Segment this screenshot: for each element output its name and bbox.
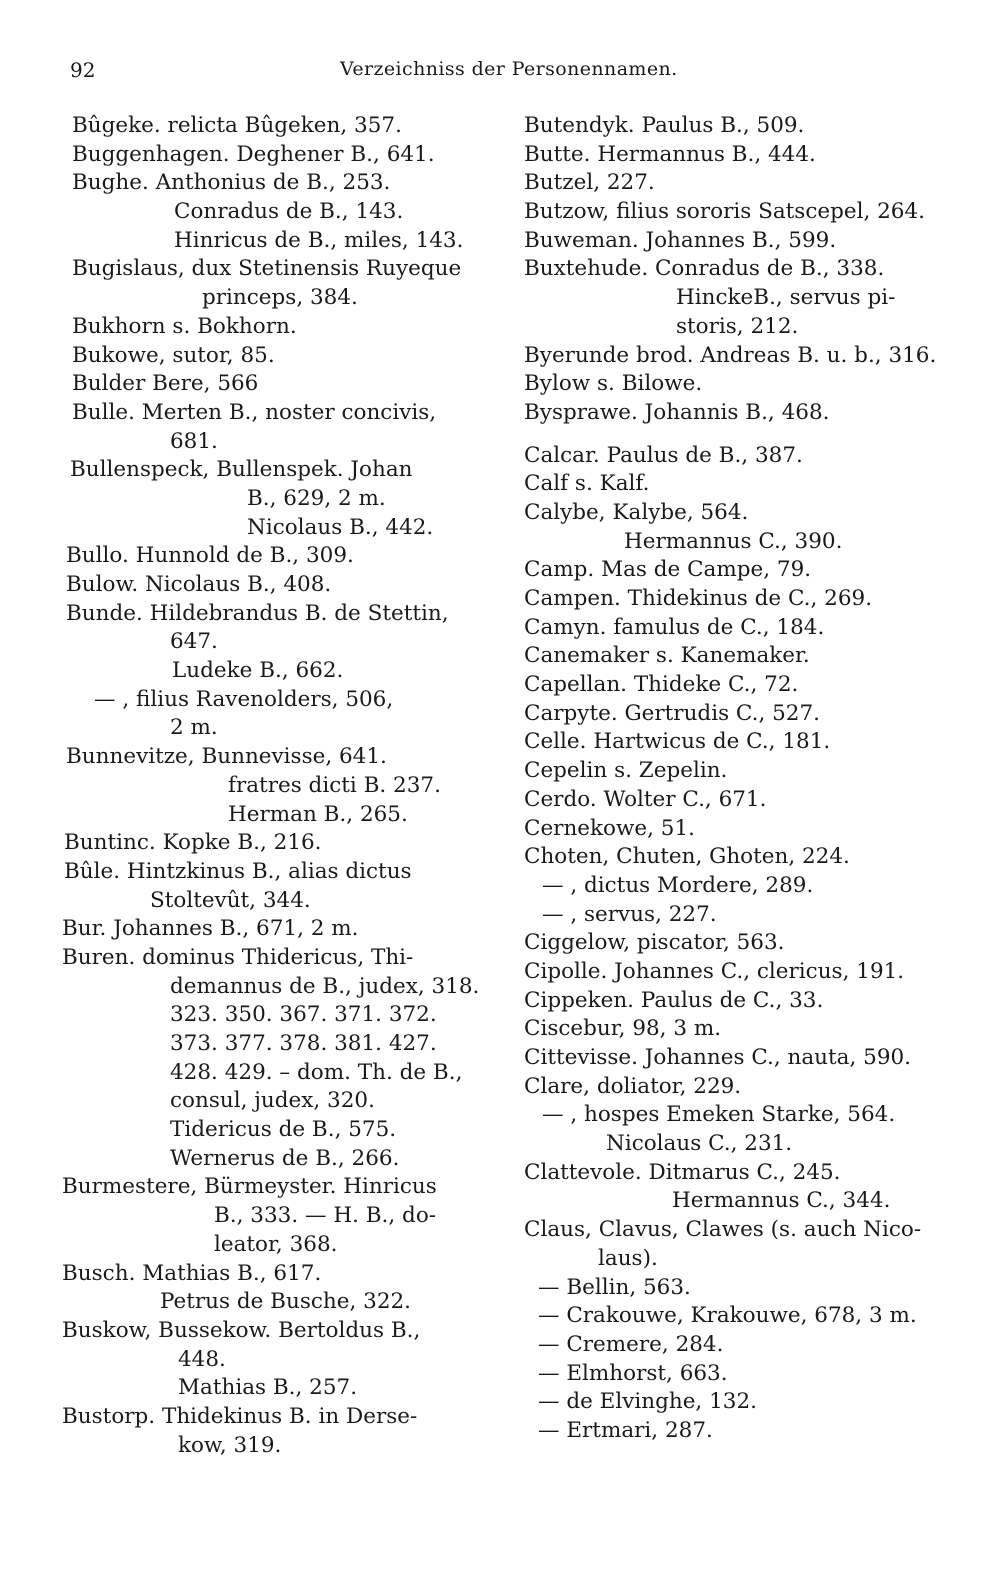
index-entry-line: leator, 368. [214,1231,338,1257]
index-entry-line: Clare, doliator, 229. [524,1073,742,1099]
index-entry-line: Hermannus C., 390. [624,528,843,554]
index-entry-line: — , filius Ravenolders, 506, [94,686,394,712]
index-entry-line: Bunde. Hildebrandus B. de Stettin, [66,600,449,626]
index-entry-line: Calf s. Kalf. [524,471,650,497]
index-entry-line: Hinricus de B., miles, 143. [174,227,464,253]
index-entry-line: Bylow s. Bilowe. [524,371,703,397]
index-entry-line: Ludeke B., 662. [172,658,344,684]
index-entry-line: Canemaker s. Kanemaker. [524,643,810,669]
index-entry-line: — Ertmari, 287. [538,1417,713,1443]
index-entry-line: Carpyte. Gertrudis C., 527. [524,700,820,726]
running-title: Verzeichniss der Personennamen. [340,58,678,80]
index-entry-line: Buntinc. Kopke B., 216. [64,830,322,856]
index-entry-line: Bulow. Nicolaus B., 408. [66,572,332,597]
index-entry-line: Herman B., 265. [228,801,408,827]
index-entry-line: Stoltevût, 344. [150,887,311,913]
index-entry-line: Butzel, 227. [524,170,655,196]
index-entry-line: Celle. Hartwicus de C., 181. [524,729,831,755]
index-entry-line: — , dictus Mordere, 289. [542,872,814,898]
index-entry-line: Ciscebur, 98, 3 m. [524,1016,722,1042]
index-entry-line: Cepelin s. Zepelin. [524,758,728,784]
index-entry-line: Tidericus de B., 575. [170,1117,397,1143]
index-entry-line: Butte. Hermannus B., 444. [524,141,816,167]
index-entry-line: — Bellin, 563. [538,1274,691,1300]
index-entry-line: 448. [178,1346,226,1372]
index-entry-line: Petrus de Busche, 322. [160,1289,412,1315]
index-entry-line: Buxtehude. Conradus de B., 338. [524,256,885,282]
index-entry-line: Buweman. Johannes B., 599. [524,227,837,253]
index-entry-line: Bunnevitze, Bunnevisse, 641. [66,744,387,770]
index-entry-line: Camp. Mas de Campe, 79. [524,557,812,583]
index-entry-line: Campen. Thidekinus de C., 269. [524,586,873,611]
index-entry-line: Bullo. Hunnold de B., 309. [66,543,354,569]
index-entry-line: princeps, 384. [202,285,358,311]
index-entry-line: Bukowe, sutor, 85. [72,342,275,368]
index-entry-line: Bulle. Merten B., noster concivis, [72,399,437,425]
index-entry-line: Buskow, Bussekow. Bertoldus B., [62,1317,421,1343]
index-entry-line: Bûle. Hintzkinus B., alias dictus [64,858,412,884]
index-entry-line: B., 333. — H. B., do- [214,1203,437,1229]
index-entry-line: consul, judex, 320. [170,1088,375,1114]
index-entry-line: Bur. Johannes B., 671, 2 m. [62,916,359,942]
index-entry-line: storis, 212. [676,313,799,339]
index-entry-line: 428. 429. – dom. Th. de B., [170,1059,463,1085]
index-entry-line: 373. 377. 378. 381. 427. [170,1031,437,1056]
index-entry-line: Calybe, Kalybe, 564. [524,499,749,525]
index-entry-line: demannus de B., judex, 318. [170,973,480,999]
index-entry-line: Calcar. Paulus de B., 387. [524,442,803,468]
index-entry-line: Buggenhagen. Deghener B., 641. [72,141,435,167]
index-entry-line: Butendyk. Paulus B., 509. [524,113,805,138]
index-entry-line: Bysprawe. Johannis B., 468. [524,399,830,425]
index-entry-line: Hermannus C., 344. [672,1188,891,1214]
index-entry-line: Cerdo. Wolter C., 671. [524,786,767,812]
index-entry-line: Mathias B., 257. [178,1375,358,1401]
right-index-column [520,112,960,1446]
index-entry-line: — Cremere, 284. [538,1331,724,1357]
index-entry-line: Cernekowe, 51. [524,815,695,841]
left-index-column [62,112,502,1460]
index-entry-line: Bustorp. Thidekinus B. in Derse- [62,1403,418,1429]
index-entry-line: — Crakouwe, Krakouwe, 678, 3 m. [538,1303,917,1329]
index-entry-line: Bukhorn s. Bokhorn. [72,313,297,339]
index-entry-line: Nicolaus B., 442. [247,514,434,540]
index-entry-line: 647. [170,629,218,655]
index-entry-line: Butzow, filius sororis Satscepel, 264. [524,199,925,225]
section-gap [520,428,960,442]
index-entry-line: Busch. Mathias B., 617. [62,1260,322,1286]
index-entry-line: HinckeB., servus pi- [676,285,896,311]
index-entry-line: Capellan. Thideke C., 72. [524,672,799,698]
index-entry-line: Camyn. famulus de C., 184. [524,614,825,640]
index-entry-line: Ciggelow, piscator, 563. [524,930,785,956]
index-entry-line: laus). [598,1245,658,1271]
index-entry-line: 681. [170,428,218,454]
index-entry-line: Buren. dominus Thidericus, Thi- [62,944,414,970]
page-number: 92 [70,58,96,82]
index-entry-line: Wernerus de B., 266. [170,1145,400,1171]
page-header [0,58,1000,88]
index-entry-line: Bugislaus, dux Stetinensis Ruyeque [72,256,462,282]
index-entry-line: Byerunde brod. Andreas B. u. b., 316. [524,342,937,368]
index-entry-line: Burmestere, Bürmeyster. Hinricus [62,1174,437,1200]
index-entry-line: Cittevisse. Johannes C., nauta, 590. [524,1045,912,1070]
index-entry-line: Clattevole. Ditmarus C., 245. [524,1159,841,1185]
index-entry-line: fratres dicti B. 237. [228,772,441,798]
index-entry-line: Claus, Clavus, Clawes (s. auch Nico- [524,1217,922,1243]
index-entry-line: Conradus de B., 143. [174,199,404,225]
index-entry-line: 323. 350. 367. 371. 372. [170,1002,437,1028]
index-entry-line: — Elmhorst, 663. [538,1360,728,1386]
index-entry-line: 2 m. [170,715,218,741]
index-entry-line: — , hospes Emeken Starke, 564. [542,1102,896,1128]
index-entry-line: Bûgeke. relicta Bûgeken, 357. [72,113,402,138]
index-entry-line: Cippeken. Paulus de C., 33. [524,987,824,1013]
index-entry-line: Nicolaus C., 231. [606,1131,793,1157]
index-entry-line: — de Elvinghe, 132. [538,1389,757,1415]
index-entry-line: Bughe. Anthonius de B., 253. [72,170,391,196]
index-entry-line: B., 629, 2 m. [247,485,386,511]
index-entry-line: Bullenspeck, Bullenspek. Johan [70,457,413,483]
index-entry-line: Choten, Chuten, Ghoten, 224. [524,844,850,870]
index-entry-line: Cipolle. Johannes C., clericus, 191. [524,958,905,984]
index-entry-line: — , servus, 227. [542,901,717,927]
index-entry-line: kow, 319. [178,1432,282,1458]
index-entry-line: Bulder Bere, 566 [72,371,259,397]
